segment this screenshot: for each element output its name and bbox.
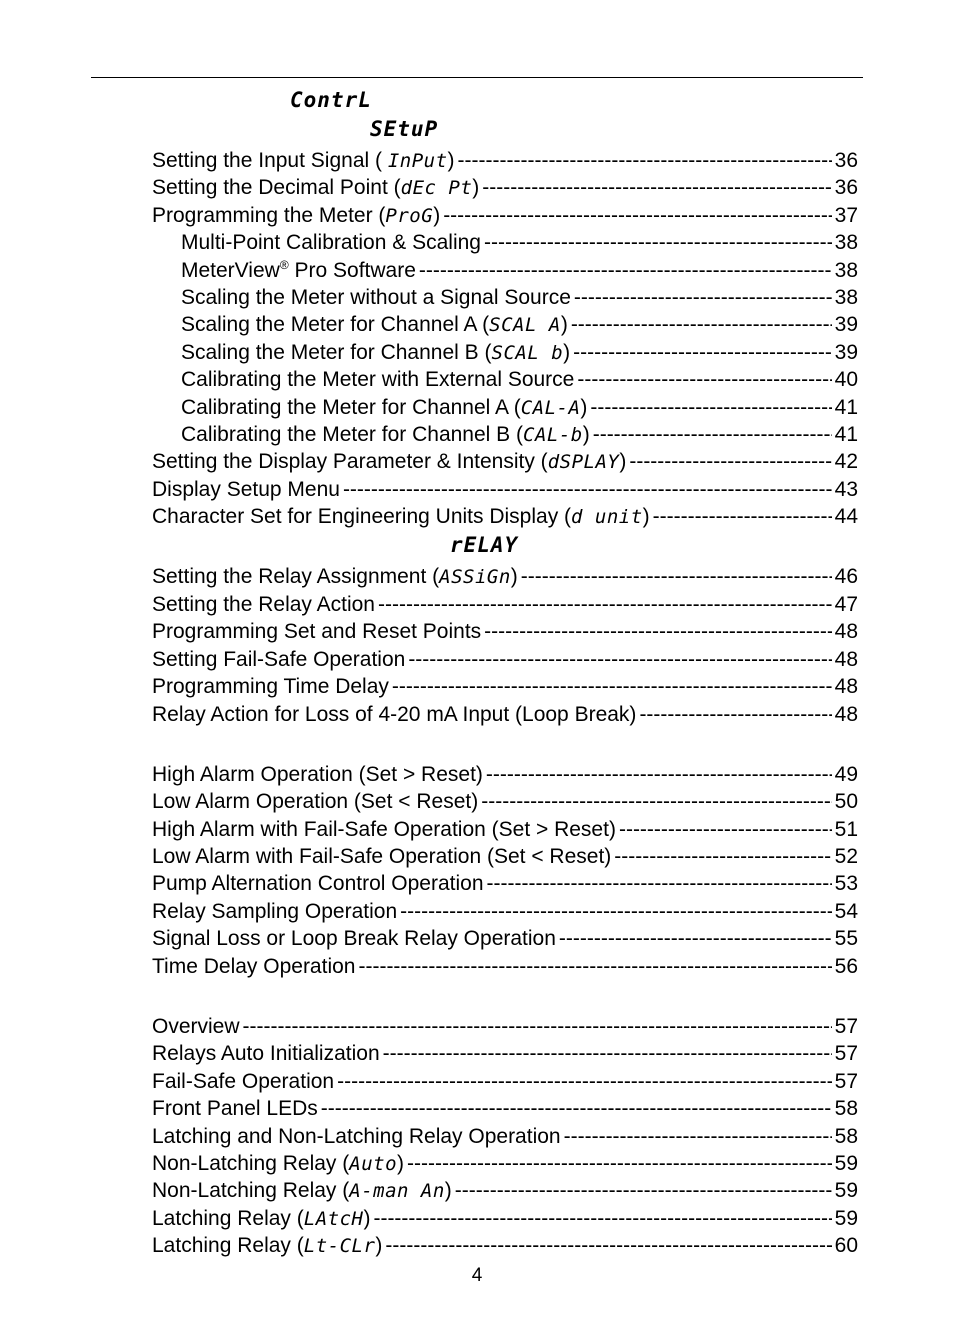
toc-entry-title — [152, 504, 650, 530]
dot-leader — [571, 312, 832, 338]
toc-entry-text: Setting the Decimal Point ( — [152, 176, 401, 199]
toc-entry-title — [152, 871, 484, 897]
dot-leader — [243, 1014, 832, 1040]
toc-page-number: 59 — [834, 1152, 858, 1175]
toc-page-number: 53 — [834, 872, 858, 895]
toc-entry[interactable] — [152, 1178, 858, 1204]
toc-entry-text: Scaling the Meter without a Signal Source — [181, 286, 571, 309]
toc-entry-title — [152, 1233, 382, 1259]
toc-entry[interactable] — [152, 148, 858, 174]
toc-page-number: 57 — [834, 1042, 858, 1065]
toc-entry-title — [181, 340, 570, 366]
dot-leader — [419, 258, 832, 284]
toc-entry-close: ) — [619, 450, 627, 473]
toc-entry[interactable] — [152, 203, 858, 229]
toc-entry[interactable] — [152, 899, 858, 925]
dot-leader — [521, 564, 832, 590]
dot-leader — [484, 619, 831, 645]
toc-page-number: 39 — [834, 313, 858, 336]
toc-entry[interactable] — [152, 926, 858, 952]
toc-page-number: 57 — [834, 1015, 858, 1038]
toc-entry-text: Character Set for Engineering Units Display ( — [152, 505, 572, 528]
toc-entry-title — [181, 312, 568, 338]
dot-leader — [343, 477, 832, 503]
toc-entry[interactable] — [152, 564, 858, 590]
lcd-code: dEc Pt — [400, 177, 473, 199]
toc-entry-text: Overview — [152, 1015, 240, 1038]
toc-page-number: 36 — [834, 149, 858, 172]
dot-leader — [573, 340, 832, 366]
toc-entry-text: Time Delay Operation — [152, 955, 356, 978]
dot-leader — [385, 1233, 831, 1259]
toc-entry-text: Calibrating the Meter for Channel B ( — [181, 423, 523, 446]
toc-entry-text: Programming Set and Reset Points — [152, 620, 482, 643]
dot-leader — [653, 504, 832, 530]
lcd-code: ProG — [385, 205, 434, 227]
toc-entry[interactable] — [152, 817, 858, 843]
toc-entry[interactable] — [181, 258, 858, 284]
toc-entry-text: Signal Loss or Loop Break Relay Operation — [152, 927, 556, 950]
section-heading-setup: SEtuP — [370, 117, 439, 141]
toc-entry[interactable] — [152, 762, 858, 788]
lcd-code: CAL-A — [520, 397, 581, 419]
toc-entry-title — [152, 1041, 380, 1067]
toc-entry[interactable] — [181, 395, 858, 421]
toc-entry-title — [152, 817, 616, 843]
dot-leader — [619, 817, 832, 843]
toc-entry[interactable] — [152, 592, 858, 618]
lcd-code: SCAL b — [491, 342, 564, 364]
toc-entry[interactable] — [152, 1206, 858, 1232]
toc-page-number: 46 — [834, 565, 858, 588]
toc-entry-title — [152, 789, 478, 815]
toc-entry-text: Setting Fail-Safe Operation — [152, 648, 406, 671]
lcd-code: Lt-CLr — [303, 1235, 376, 1257]
toc-entry-close: ) — [375, 1234, 383, 1257]
toc-entry-text: Setting the Relay Assignment ( — [152, 565, 440, 588]
toc-entry-title — [152, 702, 636, 728]
toc-entry-text: Pump Alternation Control Operation — [152, 872, 484, 895]
toc-entry-title — [152, 1014, 240, 1040]
toc-entry-title — [152, 954, 355, 980]
toc-entry-title — [181, 258, 416, 284]
toc-page-number: 59 — [834, 1207, 858, 1230]
toc-entry-text: Setting the Input Signal ( — [152, 149, 388, 172]
toc-entry-close: ) — [444, 1179, 452, 1202]
dot-leader — [373, 1206, 831, 1232]
toc-entry[interactable] — [152, 1041, 858, 1067]
dot-leader — [577, 367, 831, 393]
toc-entry-text: Non-Latching Relay ( — [152, 1179, 350, 1202]
toc-entry-title — [152, 1178, 452, 1204]
toc-page-number: 57 — [834, 1070, 858, 1093]
toc-entry-text: Multi-Point Calibration & Scaling — [181, 231, 481, 254]
toc-page-number: 48 — [834, 675, 858, 698]
toc-entry-title — [152, 762, 483, 788]
toc-entry[interactable] — [152, 871, 858, 897]
toc-entry-close: ) — [472, 176, 480, 199]
dot-leader — [392, 674, 832, 700]
toc-entry-title — [152, 844, 611, 870]
registered-mark: ® — [279, 258, 289, 272]
toc-entry[interactable] — [152, 1014, 858, 1040]
toc-entry-close: ) — [433, 204, 441, 227]
lcd-code: InPut — [387, 150, 448, 172]
toc-page-number: 60 — [834, 1234, 858, 1257]
section-heading-contrl: ContrL — [290, 88, 372, 112]
toc-entry-title — [152, 1069, 334, 1095]
toc-entry[interactable] — [181, 230, 858, 256]
lcd-code: Auto — [349, 1153, 398, 1175]
toc-page-number: 38 — [834, 259, 858, 282]
toc-page-number: 54 — [834, 900, 858, 923]
toc-entry-title — [152, 203, 440, 229]
toc-entry-text: Low Alarm Operation (Set < Reset) — [152, 790, 479, 813]
toc-entry-text: Scaling the Meter for Channel B ( — [181, 341, 492, 364]
toc-page-number: 38 — [834, 286, 858, 309]
toc-entry-text: Relay Action for Loss of 4-20 mA Input (Loop Break) — [152, 703, 637, 726]
dot-leader — [407, 1151, 832, 1177]
toc-entry-text: High Alarm Operation (Set > Reset) — [152, 763, 483, 786]
toc-entry[interactable] — [152, 647, 858, 673]
toc-entry-text: Programming Time Delay — [152, 675, 389, 698]
toc-entry-text: Latching Relay ( — [152, 1207, 304, 1230]
toc-entry[interactable] — [152, 1233, 858, 1259]
toc-page-number: 49 — [834, 763, 858, 786]
toc-entry-text: Low Alarm with Fail-Safe Operation (Set < Reset) — [152, 845, 612, 868]
dot-leader — [482, 175, 831, 201]
lcd-code: LAtcH — [303, 1208, 364, 1230]
toc-entry-text: Front Panel LEDs — [152, 1097, 318, 1120]
toc-entry-title — [152, 899, 397, 925]
toc-entry-title — [152, 564, 518, 590]
toc-entry-text: Scaling the Meter for Channel A ( — [181, 313, 490, 336]
dot-leader — [593, 422, 832, 448]
lcd-code: d unit — [571, 506, 643, 528]
toc-entry[interactable] — [181, 312, 858, 338]
toc-entry-close: ) — [560, 313, 568, 336]
toc-page-number: 48 — [834, 620, 858, 643]
toc-page-number: 58 — [834, 1097, 858, 1120]
toc-entry[interactable] — [181, 367, 858, 393]
toc-entry-title — [181, 422, 590, 448]
toc-entry-title — [181, 230, 481, 256]
toc-entry-title — [152, 647, 405, 673]
toc-page-number: 38 — [834, 231, 858, 254]
toc-entry[interactable] — [181, 285, 858, 311]
dot-leader — [321, 1096, 832, 1122]
toc-page-number: 48 — [834, 703, 858, 726]
toc-entry[interactable] — [181, 422, 858, 448]
toc-entry-text: Latching and Non-Latching Relay Operation — [152, 1125, 561, 1148]
toc-page-number: 41 — [834, 423, 858, 446]
toc-page-number: 36 — [834, 176, 858, 199]
toc-entry-text: Calibrating the Meter for Channel A ( — [181, 396, 521, 419]
dot-leader — [590, 395, 831, 421]
toc-entry[interactable] — [152, 1096, 858, 1122]
toc-entry-title — [181, 395, 587, 421]
toc-entry[interactable] — [152, 789, 858, 815]
toc-entry-close: ) — [363, 1207, 371, 1230]
toc-entry-close: ) — [510, 565, 518, 588]
toc-entry[interactable] — [152, 619, 858, 645]
dot-leader — [455, 1178, 832, 1204]
lcd-code: dSPLAY — [547, 451, 620, 473]
dot-leader — [378, 592, 832, 618]
dot-leader — [481, 789, 831, 815]
toc-entry[interactable] — [152, 504, 858, 530]
toc-entry-text-suffix: Pro Software — [288, 259, 416, 282]
toc-entry-text: Relays Auto Initialization — [152, 1042, 380, 1065]
toc-entry-title — [152, 1124, 561, 1150]
toc-entry-title — [152, 1206, 370, 1232]
toc-page-number: 37 — [834, 204, 858, 227]
dot-leader — [358, 954, 831, 980]
toc-entry-close: ) — [580, 396, 588, 419]
toc-entry[interactable] — [181, 340, 858, 366]
toc-page-number: 51 — [834, 818, 858, 841]
toc-entry[interactable] — [152, 1069, 858, 1095]
lcd-code: A-man An — [349, 1180, 445, 1202]
dot-leader — [487, 871, 832, 897]
toc-entry-text: Latching Relay ( — [152, 1234, 304, 1257]
toc-entry[interactable] — [152, 674, 858, 700]
section-heading-relay: rELAY — [450, 533, 519, 557]
toc-entry-text: Fail-Safe Operation — [152, 1070, 335, 1093]
toc-page-number: 48 — [834, 648, 858, 671]
lcd-code: CAL-b — [523, 424, 583, 446]
dot-leader — [408, 647, 831, 673]
dot-leader — [383, 1041, 832, 1067]
toc-entry-close: ) — [397, 1152, 405, 1175]
toc-page-number: 42 — [834, 450, 858, 473]
toc-entry-text: Display Setup Menu — [152, 478, 340, 501]
toc-entry[interactable] — [152, 175, 858, 201]
toc-entry-title — [152, 619, 481, 645]
dot-leader — [639, 702, 831, 728]
dot-leader — [629, 449, 831, 475]
toc-entry-close: ) — [563, 341, 571, 364]
dot-leader — [486, 762, 832, 788]
lcd-code: SCAL A — [489, 314, 561, 336]
toc-page-number: 41 — [834, 396, 858, 419]
toc-entry-title — [152, 175, 479, 201]
toc-entry-title — [152, 1151, 404, 1177]
toc-entry-text: Programming the Meter ( — [152, 204, 386, 227]
lcd-code: ASSiGn — [439, 566, 511, 588]
dot-leader — [564, 1124, 832, 1150]
top-rule — [91, 77, 863, 78]
toc-entry-title — [152, 477, 340, 503]
toc-entry-title — [152, 1096, 318, 1122]
page-number: 4 — [471, 1265, 483, 1286]
toc-page-number: 50 — [834, 790, 858, 813]
toc-entry[interactable] — [152, 702, 858, 728]
toc-entry-title — [152, 674, 389, 700]
toc-entry-close: ) — [582, 423, 590, 446]
toc-entry[interactable] — [152, 449, 858, 475]
toc-entry-title — [152, 449, 626, 475]
toc-entry[interactable] — [152, 844, 858, 870]
toc-entry-text: High Alarm with Fail-Safe Operation (Set > Reset) — [152, 818, 616, 841]
dot-leader — [443, 203, 831, 229]
dot-leader — [337, 1069, 832, 1095]
toc-entry-title — [181, 285, 571, 311]
dot-leader — [400, 899, 832, 925]
toc-page-number: 47 — [834, 593, 858, 616]
toc-page-number: 39 — [834, 341, 858, 364]
toc-page-number: 52 — [834, 845, 858, 868]
dot-leader — [574, 285, 832, 311]
toc-entry-text: MeterView — [181, 259, 280, 282]
toc-entry[interactable] — [152, 1151, 858, 1177]
toc-entry-text: Setting the Display Parameter & Intensity ( — [152, 450, 548, 473]
dot-leader — [484, 230, 832, 256]
toc-entry[interactable] — [152, 1124, 858, 1150]
toc-entry-text: Calibrating the Meter with External Source — [181, 368, 575, 391]
toc-entry-close: ) — [642, 505, 650, 528]
toc-entry[interactable] — [152, 954, 858, 980]
toc-entry-title — [152, 148, 455, 174]
toc-entry-title — [152, 926, 556, 952]
toc-page-number: 56 — [834, 955, 858, 978]
toc-entry-title — [152, 592, 375, 618]
toc-page-number: 44 — [834, 505, 858, 528]
toc-entry-text: Setting the Relay Action — [152, 593, 375, 616]
toc-page-number: 43 — [834, 478, 858, 501]
toc-entry-text: Non-Latching Relay ( — [152, 1152, 350, 1175]
dot-leader — [614, 844, 831, 870]
toc-entry-close: ) — [447, 149, 455, 172]
toc-page-number: 58 — [834, 1125, 858, 1148]
toc-entry[interactable] — [152, 477, 858, 503]
toc-page-number: 55 — [834, 927, 858, 950]
toc-page-number: 40 — [834, 368, 858, 391]
dot-leader — [458, 148, 832, 174]
toc-entry-title — [181, 367, 574, 393]
toc-entry-text: Relay Sampling Operation — [152, 900, 398, 923]
toc-page-number: 59 — [834, 1179, 858, 1202]
dot-leader — [559, 926, 832, 952]
